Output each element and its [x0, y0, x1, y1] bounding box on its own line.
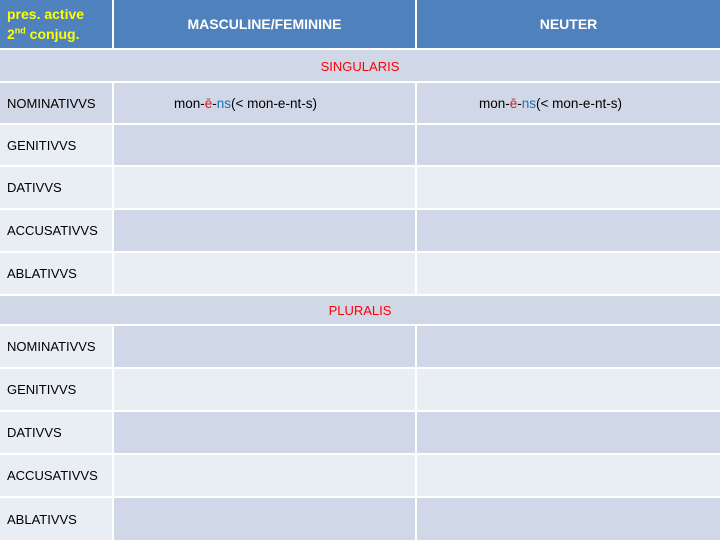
case-label-singular-dative: DATIVVS: [0, 167, 114, 210]
form-plural-genitive-neuter: [417, 369, 720, 412]
case-label-plural-nominative: NOMINATIVVS: [0, 326, 114, 369]
section-band-plural: [0, 296, 720, 326]
corner-line-2: 2nd conjug.: [7, 25, 80, 42]
form-plural-dative-mf: [114, 412, 417, 455]
form-singular-accusative-neuter: [417, 210, 720, 253]
form-plural-nominative-mf: [114, 326, 417, 369]
case-label-singular-ablative: ABLATIVVS: [0, 253, 114, 296]
form-singular-accusative-mf: [114, 210, 417, 253]
section-label-singular: SINGULARIS: [320, 59, 400, 74]
form-plural-ablative-neuter: [417, 498, 720, 540]
form-singular-ablative-neuter: [417, 253, 720, 296]
case-label-singular-accusative: ACCUSATIVVS: [0, 210, 114, 253]
table-corner-header: [0, 0, 114, 50]
corner-line-1: pres. active: [7, 6, 85, 22]
form-singular-genitive-mf: [114, 125, 417, 167]
column-header-masculine-feminine: MASCULINE/FEMININE: [114, 0, 417, 50]
form-plural-nominative-neuter: [417, 326, 720, 369]
case-label-plural-genitive: GENITIVVS: [0, 369, 114, 412]
form-plural-ablative-mf: [114, 498, 417, 540]
case-label-singular-genitive: GENITIVVS: [0, 125, 114, 167]
form-singular-nominative-mf: mon- ē - ns (< mon-e-nt-s): [114, 83, 417, 125]
case-label-plural-dative: DATIVVS: [0, 412, 114, 455]
form-singular-ablative-mf: [114, 253, 417, 296]
form-plural-accusative-mf: [114, 455, 417, 498]
form-plural-dative-neuter: [417, 412, 720, 455]
section-label-plural: PLURALIS: [328, 303, 392, 318]
form-singular-nominative-neuter: mon- ē - ns (< mon-e-nt-s): [417, 83, 720, 125]
form-plural-genitive-mf: [114, 369, 417, 412]
form-plural-accusative-neuter: [417, 455, 720, 498]
form-singular-dative-mf: [114, 167, 417, 210]
section-band-singular: [0, 50, 720, 83]
column-header-neuter: NEUTER: [417, 0, 720, 50]
case-label-plural-ablative: ABLATIVVS: [0, 498, 114, 540]
case-label-plural-accusative: ACCUSATIVVS: [0, 455, 114, 498]
form-singular-dative-neuter: [417, 167, 720, 210]
form-singular-genitive-neuter: [417, 125, 720, 167]
case-label-singular-nominative: NOMINATIVVS: [0, 83, 114, 125]
